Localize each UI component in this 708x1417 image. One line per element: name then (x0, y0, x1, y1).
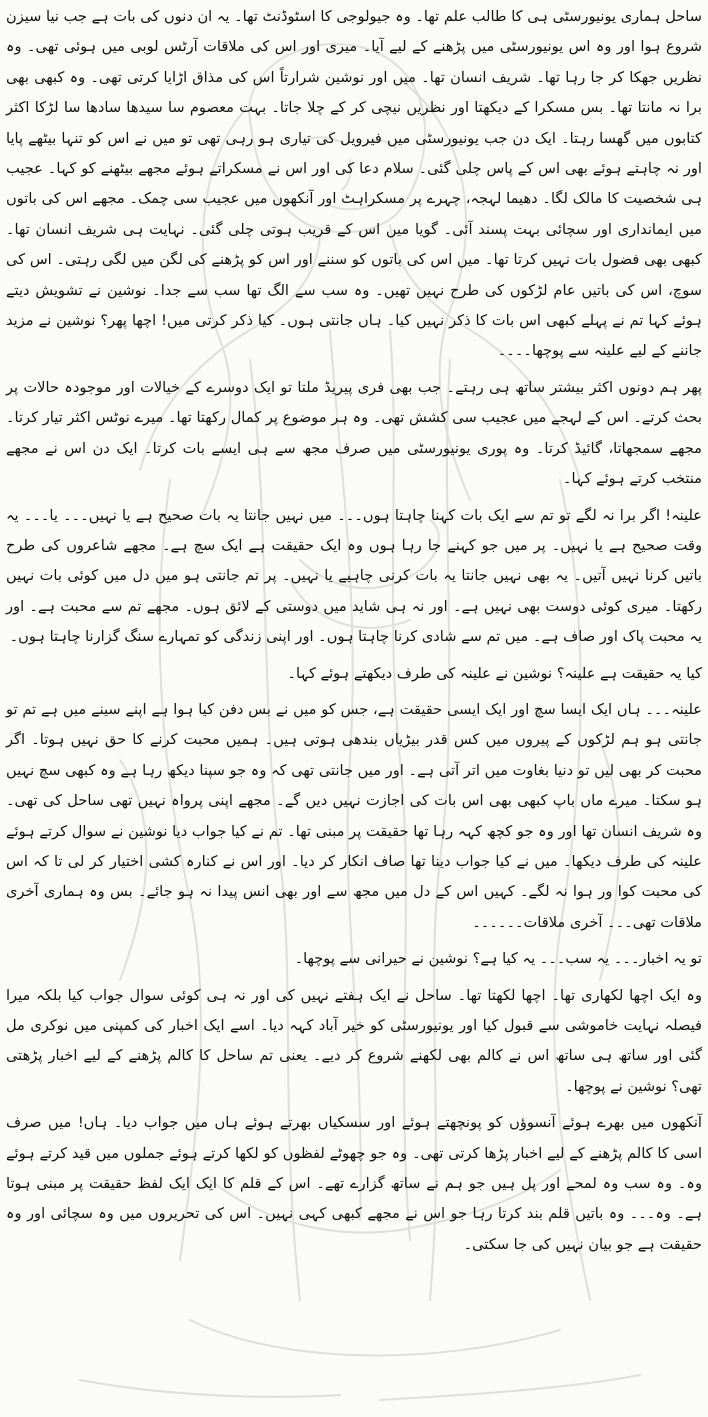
paragraph-newspaper-question: تو یہ اخبار۔۔۔ یہ سب۔۔۔ یہ کیا ہے؟ نوشین نے حیرانی سے پوچھا۔ (294, 950, 702, 968)
paragraph-closing: آنکھوں میں بھرے ہوئے آنسوؤں کو پونچھتے ہوئے اور سسکیاں بھرتے ہوئے ہاں میں جواب دیا۔ ہاں! میں صرف اسی کا کالم پڑھنے کے لیے اخبار پڑھا کرتی تھی۔ وہ جو چھوٹے لفظوں کو لکھا کرتے ہوئے جملوں میں قید کرتے ہوئے وہ۔ وہ سب وہ لمحے اور پل ہیں جو ہم نے ساتھ گزارے تھے۔ اس کے قلم کا ایک ایک لفظ حقیقت پر مبنی ہوتا ہے۔ وہ۔۔۔ وہ باتیں قلم بند کرتا رہا جو اس نے مجھے کبھی کہی نہیں۔ اس کی تحریروں میں وہ سچائی اور وہ حقیقت ہے جو بیان نہیں کی جا سکتی۔ (6, 1114, 702, 1253)
article-body (6, 2, 702, 1266)
paragraph-writer: وہ ایک اچھا لکھاری تھا۔ اچھا لکھتا تھا۔ ساحل نے ایک ہفتے نہیں کی اور نہ ہی کوئی سوال جواب کیا بلکہ میرا فیصلہ نہایت خاموشی سے قبول کیا اور یونیورسٹی کو خیر آباد کہہ دیا۔ اسے ایک اخبار کی کمپنی میں نوکری مل گئی اور ساتھ ہی ساتھ اس نے کالم بھی لکھنے شروع کر دیے۔ یعنی تم ساحل کا کالم پڑھنے کے لیے اخبار پڑھتی تھی؟ نوشین نے پوچھا۔ (6, 986, 702, 1095)
paragraph-intro: ساحل ہماری یونیورسٹی ہی کا طالب علم تھا۔ وہ جیولوجی کا اسٹوڈنٹ تھا۔ یہ ان دنوں کی بات ہے جب نیا سیزن شروع ہوا اور وہ اس یونیورسٹی میں پڑھنے کے لیے آیا۔ میری اور اس کی ملاقات آرٹس لوبی میں ہوئی تھی۔ وہ نظریں جھکا کر جا رہا تھا۔ شریف انسان تھا۔ میں اور نوشین شرارتاً اس کی مذاق اڑایا کرتی تھی۔ وہ کبھی بھی برا نہ مانتا تھا۔ بس مسکرا کے دیکھتا اور نظریں نیچی کر کے چلا جاتا۔ بہت معصوم سا سیدھا سادھا سا لڑکا اکثر کتابوں میں گھسا رہتا۔ ایک دن جب یونیورسٹی میں فیرویل کی تیاری ہو رہی تھی تو میں نے اس کو تنہا بیٹھے پایا اور نہ چاہتے ہوئے بھی اس کے پاس چلی گئی۔ سلام دعا کی اور اس نے مسکراتے ہوئے مجھے بیٹھنے کو کہا۔ عجیب ہی شخصیت کا مالک لگا۔ دھیما لہجہ، چہرے پر مسکراہٹ اور آنکھوں میں عجیب سی چمک۔ مجھے اس کی باتوں میں ایمانداری اور سچائی بہت پسند آئی۔ گویا میں اس کے قریب ہوتی چلی گئی۔ نہایت ہی شریف انسان تھا۔ کبھی بھی فضول بات نہیں کرتا تھا۔ میں اس کی باتوں کو سننے اور اس کو پڑھنے کی لگن میں لگی رہتی۔ اس کی سوچ، اس کی باتیں عام لڑکوں کی طرح نہیں تھیں۔ وہ سب سے الگ تھا سب سے جدا۔ نوشین نے تشویش دیتے ہوئے کہا تم نے پہلے کبھی اس بات کا ذکر نہیں کیا۔ ہاں جانتی ہوں۔ کیا ذکر کرتی میں! اچھا پھر؟ نوشین نے مزید جاننے کے لیے علینہ سے پوچھا۔۔۔۔ (6, 8, 702, 360)
paragraph-question: کیا یہ حقیقت ہے علینہ؟ نوشین نے علینہ کی طرف دیکھتے ہوئے کہا۔ (287, 664, 702, 682)
paragraph-alina-reply: علینہ۔۔۔ ہاں ایک ایسا سچ اور ایک ایسی حقیقت ہے، جس کو میں نے بس دفن کیا ہوا ہے اپنے سینے میں ہے تم تو جانتی ہو ہم لڑکوں کے پیروں میں کس قدر بیڑیاں بندھی ہوتی ہیں۔ ہمیں محبت کرنے کا حق نہیں ہوتا۔ اگر محبت کر بھی لیں تو دنیا بغاوت میں اتر آتی ہے۔ اور میں جانتی تھی کہ وہ جو سپنا دیکھ رہا ہے وہ کبھی سچ نہیں ہو سکتا۔ میرے ماں باپ کبھی بھی اس بات کی اجازت نہیں دیں گے۔ مجھے اپنی پرواہ نہیں تھی ساحل کی تھی۔ وہ شریف انسان تھا اور وہ جو کچھ کہہ رہا تھا حقیقت پر مبنی تھا۔ تم نے کیا جواب دیا نوشین نے سوال کرتے ہوئے علینہ کی طرف دیکھا۔ میں نے کیا جواب دینا تھا صاف انکار کر دیا۔ اور اس نے کنارہ کشی اختیار کر لی تا کہ اس کی محبت کوا ور ہوا نہ لگے۔ کہیں اس کے دل میں مجھ سے اور بھی انس پیدا نہ ہو جائے۔ بس وہ ہماری آخری ملاقات تھی۔۔۔ آخری ملاقات۔۔۔۔۔۔ (6, 700, 702, 931)
paragraph-proposal: علینہ! اگر برا نہ لگے تو تم سے ایک بات کہنا چاہتا ہوں۔۔۔ میں نہیں جانتا یہ بات صحیح ہے یا نہیں۔۔۔ یا۔۔۔ یہ وقت صحیح ہے یا نہیں۔ پر میں جو کہنے جا رہا ہوں وہ ایک حقیقت ہے ایک سچ ہے۔ مجھے شاعروں کی طرح باتیں کرنا نہیں آتیں۔ یہ بھی نہیں جانتا یہ بات کرنی چاہیے یا نہیں۔ پر تم جانتی ہو میں دل میں کوئی بات نہیں رکھتا۔ میری کوئی دوست بھی نہیں ہے۔ اور نہ ہی شاید میں دوستی کے لائق ہوں۔ مجھے تم سے محبت ہے۔ اور یہ محبت پاک اور صاف ہے۔ میں تم سے شادی کرنا چاہتا ہوں۔ اور اپنی زندگی کو تمہارے سنگ گزارنا چاہتا ہوں۔ (6, 506, 702, 646)
paragraph-together: پھر ہم دونوں اکثر بیشتر ساتھ ہی رہتے۔ جب بھی فری پیریڈ ملتا تو ایک دوسرے کے خیالات اور موجودہ حالات پر بحث کرتے۔ اس کے لہجے میں عجیب سی کشش تھی۔ وہ ہر موضوع پر کمال رکھتا تھا۔ میرے نوٹس اکثر تیار کرتا۔ مجھے سمجھاتا، گائیڈ کرتا۔ وہ پوری یونیورسٹی میں صرف مجھ سے ہی ایسے بات کرتا۔ ایک دن اس نے مجھے منتخب کرتے ہوئے کہا۔ (6, 378, 702, 488)
